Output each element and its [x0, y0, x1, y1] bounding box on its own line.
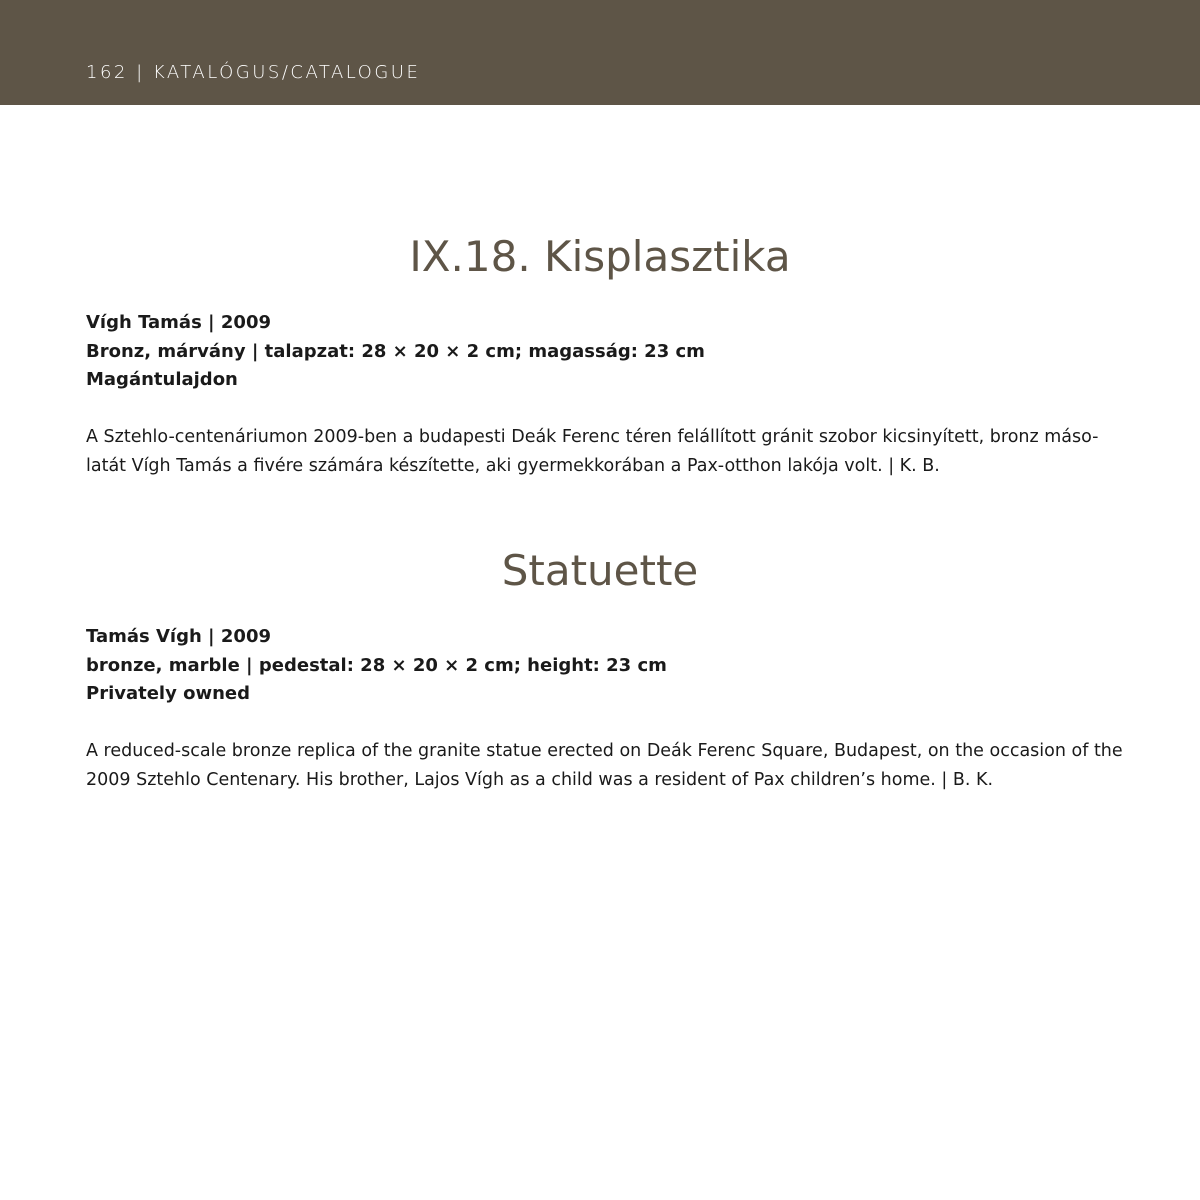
page-header: [0, 0, 1200, 105]
artist-year: Vígh Tamás | 2009: [86, 312, 271, 333]
material-dimensions: Bronz, márvány | talapzat: 28 × 20 × 2 cm; magasság: 23 cm: [86, 340, 705, 362]
english-meta: [86, 623, 667, 709]
page-number: 162: [86, 62, 128, 83]
english-description: A reduced-scale bronze replica of the granite statue erected on Deák Ferenc Square, Budapest, on the occasion of the 2009 Sztehlo Centenary. His brother, Lajos Vígh as a child was a resident of Pax children’s home. | B. K.: [86, 741, 1123, 790]
hungarian-description: A Sztehlo-centenáriumon 2009-ben a budapesti Deák Ferenc téren felállított gránit szobor kicsinyített, bronz máso-latát Vígh Tamás a fivére számára készítette, aki gyermekkorában a Pax-otthon lakója volt. | K. B.: [86, 427, 1099, 476]
material-dimensions: bronze, marble | pedestal: 28 × 20 × 2 cm; height: 23 cm: [86, 654, 667, 676]
ownership: Privately owned: [86, 683, 251, 704]
artist-year: Tamás Vígh | 2009: [86, 626, 271, 647]
ownership: Magántulajdon: [86, 369, 238, 390]
running-head: [86, 62, 420, 83]
hungarian-meta: [86, 309, 705, 395]
section-name: KATALÓGUS/CATALOGUE: [152, 62, 421, 83]
hungarian-title: IX.18. Kisplasztika: [409, 232, 791, 281]
english-title: Statuette: [501, 546, 699, 595]
separator: |: [136, 62, 145, 83]
